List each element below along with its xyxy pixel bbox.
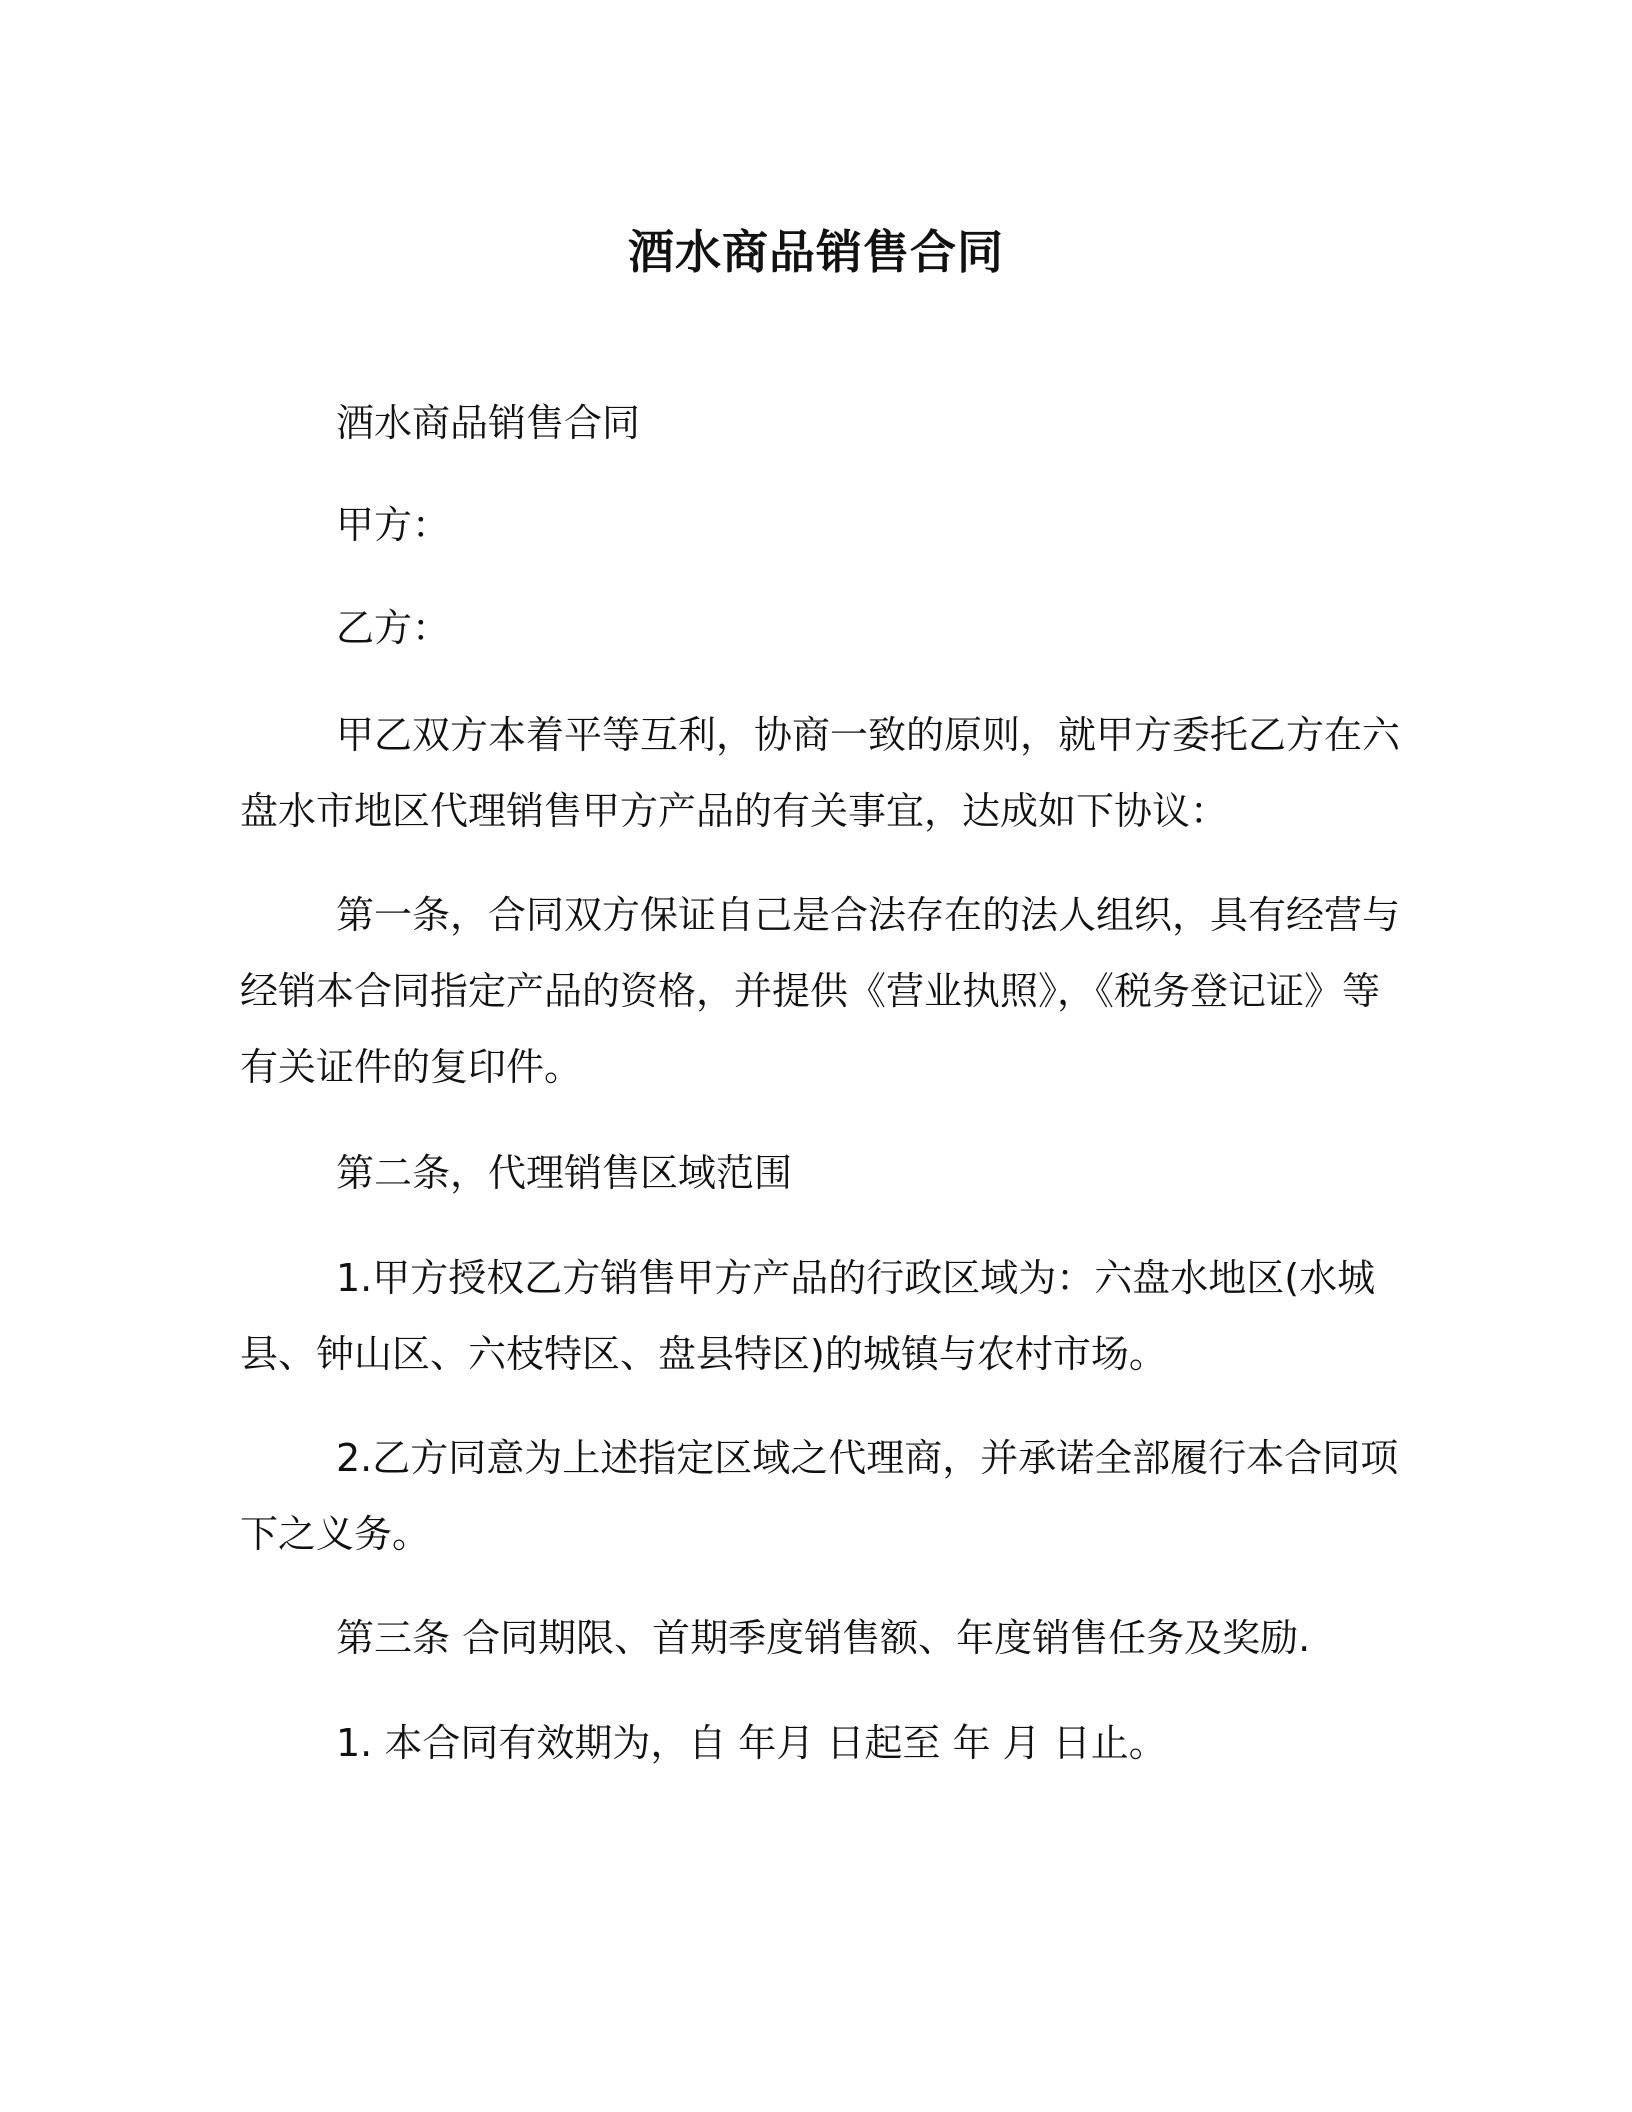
article-2-item-1: 1.甲方授权乙方销售甲方产品的行政区域为：六盘水地区(水城县、钟山区、六枝特区、盘县特区)的城镇与农村市场。 [240,1256,1376,1376]
article-3-item-1: 1. 本合同有效期为，自 年月 日起至 年 月 日止。 [336,1721,1167,1765]
article-2-heading: 第二条，代理销售区域范围 [336,1151,793,1195]
contract-heading: 酒水商品销售合同 [336,401,641,445]
intro-paragraph: 甲乙双方本着平等互利，协商一致的原则，就甲方委托乙方在六盘水市地区代理销售甲方产品的有关事宜，达成如下协议： [240,713,1401,833]
article-2-item-2: 2.乙方同意为上述指定区域之代理商，并承诺全部履行本合同项下之义务。 [240,1436,1399,1556]
party-b-line: 乙方： [336,606,451,650]
article-3-heading: 第三条 合同期限、首期季度销售额、年度销售任务及奖励. [336,1616,1311,1660]
article-1-paragraph: 第一条，合同双方保证自己是合法存在的法人组织，具有经营与经销本合同指定产品的资格，并提供《营业执照》，《税务登记证》等有关证件的复印件。 [240,893,1401,1089]
party-a-line: 甲方： [336,503,451,547]
document-title: 酒水商品销售合同 [628,225,1004,279]
